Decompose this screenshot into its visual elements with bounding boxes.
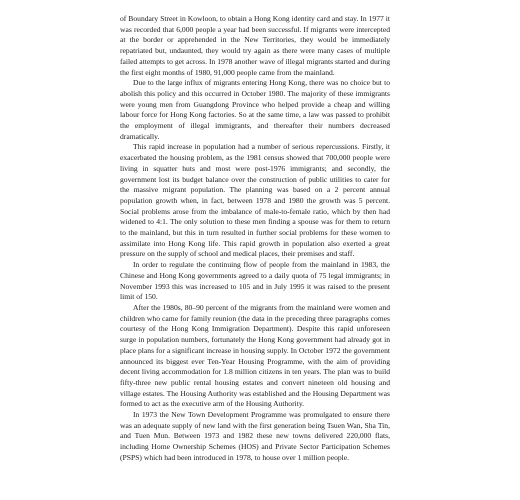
paragraph-new-town-programme: In 1973 the New Town Development Programme was promulgated to ensure there was an adequate supply of new land with the first generation being Tsuen Wan, Sha Tin, and Tuen Mun. Between 1973 and 1982 these new towns delivered 220,000 flats, including Home Ownership Schemes (HOS) and Private Sector Participation Schemes (PSPS) which had been introduced in 1978, to house over 1 million people. [120, 410, 390, 462]
document-page [120, 14, 390, 464]
paragraph-continuation: of Boundary Street in Kowloon, to obtain a Hong Kong identity card and stay. In 1977 it was recorded that 6,000 people a year had been successful. If migrants were intercepted at the border or apprehended in the New Territories, they would be immediately repatriated but, undaunted, they would try again as there were many cases of multiple failed attempts to get across. In 1978 another wave of illegal migrants started and during the first eight months of 1980, 91,000 people came from the mainland. [120, 14, 390, 77]
paragraph-daily-quota: In order to regulate the continuing flow of people from the mainland in 1983, the Chinese and Hong Kong governments agreed to a daily quota of 75 legal immigrants; in November 1993 this was increased to 105 and in July 1995 it was raised to the present limit of 150. [120, 260, 390, 302]
paragraph-population-repercussions: This rapid increase in population had a number of serious repercussions. Firstly, it exacerbated the housing problem, as the 1981 census showed that 700,000 people were living in squatter huts and most were post-1976 immigrants; and secondly, the government lost its budget balance over the construction of public utilities to cater for the massive migrant population. The planning was based on a 2 percent annual population growth when, in fact, between 1978 and 1980 the growth was 5 percent. Social problems arose from the imbalance of male-to-female ratio, which by then had widened to 4:1. The only solution to these men finding a spouse was for them to return to the mainland, but this in turn resulted in further social problems for these women to assimilate into Hong Kong life. This rapid growth in population also exerted a great pressure on the supply of school and medical places, their premises and staff. [120, 142, 390, 259]
paragraph-policy-abolished: Due to the large influx of migrants entering Hong Kong, there was no choice but to abolish this policy and this occurred in October 1980. The majority of these immigrants were young men from Guangdong Province who helped provide a cheap and willing labour force for Hong Kong factories. So at the same time, a law was passed to prohibit the employment of illegal immigrants, and thereafter their numbers decreased dramatically. [120, 78, 390, 141]
paragraph-housing-programme: After the 1980s, 80–90 percent of the migrants from the mainland were women and children who came for family reunion (the data in the preceding three paragraphs comes courtesy of the Hong Kong Immigration Department). Despite this rapid unforeseen surge in population numbers, fortunately the Hong Kong government had already got in place plans for a significant increase in housing supply. In October 1972 the government announced its biggest ever Ten-Year Housing Programme, with the aim of providing decent living accommodation for 1.8 million citizens in ten years. The plan was to build fifty-three new public rental housing estates and convert nineteen old housing and village estates. The Housing Authority was established and the Housing Department was formed to act as the executive arm of the Housing Authority. [120, 302, 390, 409]
